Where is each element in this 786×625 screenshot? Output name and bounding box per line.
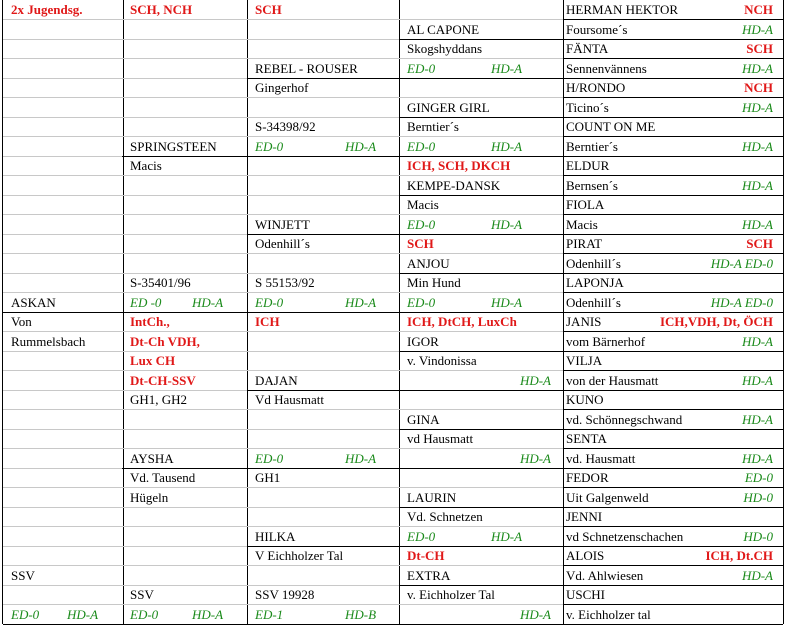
pedigree-cell xyxy=(122,137,247,157)
pedigree-cell xyxy=(563,156,783,176)
pedigree-cell xyxy=(563,98,783,118)
dog-entry-text: Vd Hausmatt xyxy=(255,392,324,407)
pedigree-cell xyxy=(563,176,783,196)
pedigree-cell xyxy=(122,566,247,586)
pedigree-cell xyxy=(563,546,783,566)
pedigree-cell xyxy=(399,449,563,469)
pedigree-cell xyxy=(3,527,123,547)
health-score: ED-0 xyxy=(407,138,436,154)
dog-entry-text: vd Hausmatt xyxy=(407,431,474,446)
pedigree-cell xyxy=(247,605,399,625)
health-score: HD-A xyxy=(67,606,99,622)
dog-entry-text: GH1 xyxy=(255,470,281,485)
dog-entry-text: COUNT ON ME xyxy=(566,119,656,134)
pedigree-cell xyxy=(247,20,399,40)
dog-entry-text: EXTRA xyxy=(407,567,451,583)
pedigree-cell xyxy=(122,605,247,625)
dog-entry-text: S 55153/92 xyxy=(255,275,315,290)
health-score: HD-A xyxy=(741,99,773,115)
title-award: NCH xyxy=(744,80,773,95)
pedigree-cell xyxy=(399,488,563,508)
pedigree-column-5 xyxy=(563,0,784,624)
health-score: HD-A ED-0 xyxy=(710,294,773,310)
pedigree-cell xyxy=(399,585,563,605)
pedigree-cell xyxy=(3,507,123,527)
health-score: HD-A xyxy=(345,294,377,310)
pedigree-cell xyxy=(122,507,247,527)
pedigree-cell xyxy=(122,371,247,391)
pedigree-cell xyxy=(122,39,247,59)
pedigree-cell xyxy=(3,176,123,196)
pedigree-cell xyxy=(563,566,783,586)
pedigree-cell xyxy=(3,156,123,176)
health-score: ED-0 xyxy=(407,528,436,544)
pedigree-cell xyxy=(399,293,563,313)
dog-entry-text: LAURIN xyxy=(407,489,457,505)
dog-entry-text: Bernsen´s xyxy=(566,177,618,193)
dog-entry-text: REBEL - ROUSER xyxy=(255,60,358,76)
dog-entry-text: von der Hausmatt xyxy=(566,372,659,388)
pedigree-cell xyxy=(563,195,783,215)
title-award: SCH, NCH xyxy=(130,2,193,17)
health-score: HD-A xyxy=(345,138,377,154)
dog-entry-text: LAPONJA xyxy=(566,275,624,290)
pedigree-cell xyxy=(399,137,563,157)
title-award: SCH xyxy=(746,41,773,56)
pedigree-cell xyxy=(3,605,123,625)
dog-entry-text: Sennenvännens xyxy=(566,60,647,76)
dog-entry-text: KEMPE-DANSK xyxy=(407,177,501,193)
pedigree-cell xyxy=(122,527,247,547)
pedigree-cell xyxy=(3,0,123,20)
pedigree-cell xyxy=(563,527,783,547)
health-score: HD-A xyxy=(741,450,773,466)
pedigree-column-2 xyxy=(122,0,248,624)
pedigree-cell xyxy=(563,78,783,98)
pedigree-cell xyxy=(563,254,783,274)
pedigree-cell xyxy=(399,507,563,527)
pedigree-cell xyxy=(399,273,563,293)
pedigree-cell xyxy=(563,273,783,293)
dog-entry-text: GH1, GH2 xyxy=(130,392,188,407)
health-score: HD-A xyxy=(519,606,551,622)
dog-entry-text: FÄNTA xyxy=(566,41,609,56)
dog-entry-text: GINA xyxy=(407,411,440,427)
pedigree-cell xyxy=(563,20,783,40)
dog-entry-text: ELDUR xyxy=(566,158,610,173)
pedigree-cell xyxy=(122,117,247,137)
pedigree-cell xyxy=(247,546,399,566)
pedigree-cell xyxy=(3,546,123,566)
title-award: Lux CH xyxy=(130,353,176,368)
pedigree-cell xyxy=(122,195,247,215)
pedigree-cell xyxy=(399,0,563,20)
pedigree-cell xyxy=(122,98,247,118)
title-award: Dt-CH xyxy=(407,548,445,563)
title-award: SCH xyxy=(255,2,282,17)
pedigree-cell xyxy=(122,312,247,332)
dog-entry-text: Berntier´s xyxy=(407,119,459,134)
pedigree-cell xyxy=(247,410,399,430)
title-award: ICH xyxy=(255,314,280,329)
pedigree-cell xyxy=(247,371,399,391)
pedigree-cell xyxy=(399,20,563,40)
health-score: ED-0 xyxy=(255,450,284,466)
pedigree-cell xyxy=(399,312,563,332)
health-score: HD-A xyxy=(741,138,773,154)
pedigree-cell xyxy=(247,585,399,605)
dog-entry-text: Rummelsbach xyxy=(11,333,86,349)
pedigree-cell xyxy=(122,468,247,488)
dog-entry-text: S-35401/96 xyxy=(130,275,191,290)
pedigree-cell xyxy=(3,59,123,79)
dog-entry-text: Uit Galgenweld xyxy=(566,489,649,505)
pedigree-cell xyxy=(122,488,247,508)
pedigree-cell xyxy=(563,0,783,20)
pedigree-cell xyxy=(399,117,563,137)
pedigree-cell xyxy=(3,449,123,469)
dog-entry-text: Vd. Tausend xyxy=(130,470,196,485)
title-award: ICH, SCH, DKCH xyxy=(407,158,511,173)
pedigree-cell xyxy=(563,585,783,605)
dog-entry-text: FIOLA xyxy=(566,197,605,212)
pedigree-cell xyxy=(3,390,123,410)
dog-entry-text: SSV xyxy=(130,587,154,602)
pedigree-cell xyxy=(3,429,123,449)
pedigree-cell xyxy=(563,449,783,469)
pedigree-cell xyxy=(399,605,563,625)
title-award: ICH,VDH, Dt, ÖCH xyxy=(659,314,773,329)
pedigree-cell xyxy=(399,254,563,274)
pedigree-column-3 xyxy=(247,0,400,624)
pedigree-cell xyxy=(247,312,399,332)
pedigree-cell xyxy=(247,215,399,235)
health-score: HD-A xyxy=(741,372,773,388)
dog-entry-text: Vd. Ahlwiesen xyxy=(566,567,644,583)
pedigree-cell xyxy=(563,468,783,488)
pedigree-cell xyxy=(563,410,783,430)
pedigree-cell xyxy=(399,156,563,176)
health-score: HD-A xyxy=(741,21,773,37)
pedigree-cell xyxy=(399,390,563,410)
health-score: HD-A xyxy=(192,606,224,622)
pedigree-cell xyxy=(122,176,247,196)
dog-entry-text: Odenhill´s xyxy=(566,255,621,271)
pedigree-cell xyxy=(399,332,563,352)
pedigree-cell xyxy=(563,312,783,332)
dog-entry-text: ALOIS xyxy=(566,548,605,563)
pedigree-cell xyxy=(122,293,247,313)
pedigree-cell xyxy=(122,78,247,98)
pedigree-cell xyxy=(122,351,247,371)
health-score: HD-A xyxy=(741,216,773,232)
dog-entry-text: Skogshyddans xyxy=(407,41,483,56)
health-score: HD-A xyxy=(491,216,523,232)
dog-entry-text: H/RONDO xyxy=(566,80,626,95)
pedigree-cell xyxy=(563,605,783,625)
pedigree-cell xyxy=(563,351,783,371)
pedigree-cell xyxy=(399,351,563,371)
pedigree-cell xyxy=(399,215,563,235)
health-score: HD-B xyxy=(345,606,377,622)
dog-entry-text: v. Vindonissa xyxy=(407,353,477,368)
dog-entry-text: vd Schnetzenschachen xyxy=(566,528,684,544)
dog-entry-text: SSV xyxy=(11,567,35,583)
dog-entry-text: KUNO xyxy=(566,392,604,407)
health-score: HD-A xyxy=(491,60,523,76)
health-score: ED -0 xyxy=(130,294,162,310)
pedigree-cell xyxy=(399,468,563,488)
pedigree-cell xyxy=(122,546,247,566)
pedigree-cell xyxy=(247,332,399,352)
pedigree-cell xyxy=(3,488,123,508)
health-score: HD-A xyxy=(519,450,551,466)
pedigree-cell xyxy=(399,59,563,79)
pedigree-cell xyxy=(122,215,247,235)
pedigree-cell xyxy=(247,156,399,176)
pedigree-cell xyxy=(247,117,399,137)
pedigree-cell xyxy=(3,332,123,352)
health-score: ED-0 xyxy=(255,138,284,154)
dog-entry-text: Macis xyxy=(566,216,598,232)
health-score: ED-0 xyxy=(407,60,436,76)
pedigree-cell xyxy=(122,449,247,469)
pedigree-cell xyxy=(122,429,247,449)
health-score: ED-1 xyxy=(255,606,284,622)
health-score: HD-0 xyxy=(743,489,773,505)
pedigree-cell xyxy=(3,137,123,157)
pedigree-cell xyxy=(122,390,247,410)
pedigree-column-4 xyxy=(399,0,564,624)
title-award: ICH, DtCH, LuxCh xyxy=(407,314,517,329)
pedigree-cell xyxy=(3,293,123,313)
title-award: SCH xyxy=(407,236,434,251)
pedigree-cell xyxy=(399,410,563,430)
dog-entry-text: SENTA xyxy=(566,431,607,446)
pedigree-cell xyxy=(122,585,247,605)
pedigree-cell xyxy=(247,351,399,371)
dog-entry-text: JENNI xyxy=(566,509,603,524)
pedigree-cell xyxy=(247,273,399,293)
pedigree-cell xyxy=(3,215,123,235)
title-award: ICH, Dt.CH xyxy=(705,548,773,563)
health-score: HD-0 xyxy=(743,528,773,544)
dog-entry-text: AL CAPONE xyxy=(407,21,480,37)
pedigree-cell xyxy=(3,195,123,215)
pedigree-cell xyxy=(247,137,399,157)
pedigree-cell xyxy=(3,371,123,391)
pedigree-cell xyxy=(247,449,399,469)
pedigree-table xyxy=(2,0,783,624)
health-score: ED-0 xyxy=(255,294,284,310)
pedigree-cell xyxy=(247,254,399,274)
pedigree-cell xyxy=(3,20,123,40)
pedigree-cell xyxy=(247,176,399,196)
pedigree-cell xyxy=(3,98,123,118)
pedigree-cell xyxy=(3,468,123,488)
dog-entry-text: AYSHA xyxy=(130,450,174,466)
pedigree-cell xyxy=(399,234,563,254)
pedigree-cell xyxy=(247,39,399,59)
pedigree-cell xyxy=(122,0,247,20)
health-score: HD-A xyxy=(345,450,377,466)
health-score: HD-A xyxy=(519,372,551,388)
dog-entry-text: HERMAN HEKTOR xyxy=(566,2,679,17)
pedigree-cell xyxy=(399,527,563,547)
pedigree-cell xyxy=(3,312,123,332)
health-score: ED-0 xyxy=(744,470,773,485)
pedigree-cell xyxy=(399,546,563,566)
health-score: HD-A xyxy=(741,177,773,193)
pedigree-cell xyxy=(122,332,247,352)
health-score: HD-A xyxy=(491,528,523,544)
dog-entry-text: Berntier´s xyxy=(566,138,618,154)
health-score: HD-A xyxy=(192,294,224,310)
health-score: HD-A xyxy=(491,138,523,154)
pedigree-cell xyxy=(122,273,247,293)
pedigree-cell xyxy=(122,59,247,79)
pedigree-cell xyxy=(3,117,123,137)
dog-entry-text: vd. Hausmatt xyxy=(566,450,636,466)
title-award: Dt-Ch VDH, xyxy=(130,333,200,349)
pedigree-cell xyxy=(122,20,247,40)
pedigree-cell xyxy=(247,488,399,508)
health-score: HD-A xyxy=(741,567,773,583)
pedigree-cell xyxy=(247,59,399,79)
dog-entry-text: USCHI xyxy=(566,587,606,602)
pedigree-cell xyxy=(399,176,563,196)
pedigree-cell xyxy=(247,234,399,254)
pedigree-cell xyxy=(247,78,399,98)
pedigree-cell xyxy=(3,254,123,274)
title-award: SCH xyxy=(746,236,773,251)
pedigree-cell xyxy=(3,273,123,293)
pedigree-cell xyxy=(399,98,563,118)
dog-entry-text: vd. Schönnegschwand xyxy=(566,411,683,427)
pedigree-cell xyxy=(3,585,123,605)
pedigree-cell xyxy=(563,332,783,352)
dog-entry-text: IGOR xyxy=(407,333,439,349)
pedigree-cell xyxy=(399,39,563,59)
health-score: ED-0 xyxy=(407,216,436,232)
pedigree-cell xyxy=(399,195,563,215)
pedigree-cell xyxy=(399,429,563,449)
dog-entry-text: SPRINGSTEEN xyxy=(130,138,217,154)
pedigree-cell xyxy=(122,254,247,274)
dog-entry-text: Vd. Schnetzen xyxy=(407,509,483,524)
health-score: HD-A xyxy=(741,411,773,427)
dog-entry-text: HILKA xyxy=(255,528,296,544)
dog-entry-text: Ticino´s xyxy=(566,99,609,115)
pedigree-cell xyxy=(563,117,783,137)
dog-entry-text: VILJA xyxy=(566,353,603,368)
pedigree-cell xyxy=(563,215,783,235)
health-score: HD-A ED-0 xyxy=(710,255,773,271)
pedigree-cell xyxy=(3,351,123,371)
health-score: ED-0 xyxy=(130,606,159,622)
pedigree-cell xyxy=(563,429,783,449)
pedigree-cell xyxy=(247,98,399,118)
dog-entry-text: PIRAT xyxy=(566,236,603,251)
dog-entry-text: vom Bärnerhof xyxy=(566,333,646,349)
pedigree-cell xyxy=(247,293,399,313)
pedigree-cell xyxy=(247,566,399,586)
pedigree-cell xyxy=(3,566,123,586)
pedigree-cell xyxy=(122,234,247,254)
dog-entry-text: Odenhill´s xyxy=(255,236,310,251)
dog-entry-text: Foursome´s xyxy=(566,21,628,37)
health-score: HD-A xyxy=(491,294,523,310)
dog-entry-text: ANJOU xyxy=(407,255,450,271)
pedigree-cell xyxy=(247,195,399,215)
pedigree-cell xyxy=(399,78,563,98)
pedigree-cell xyxy=(563,59,783,79)
dog-entry-text: JANIS xyxy=(566,314,602,329)
pedigree-cell xyxy=(122,410,247,430)
dog-entry-text: ASKAN xyxy=(11,294,56,310)
title-award: 2x Jugendsg. xyxy=(11,2,83,17)
pedigree-cell xyxy=(247,390,399,410)
pedigree-cell xyxy=(563,507,783,527)
pedigree-cell xyxy=(563,488,783,508)
pedigree-cell xyxy=(247,527,399,547)
dog-entry-text: Macis xyxy=(130,158,162,173)
dog-entry-text: Min Hund xyxy=(407,275,461,290)
pedigree-cell xyxy=(247,507,399,527)
health-score: HD-A xyxy=(741,333,773,349)
dog-entry-text: V Eichholzer Tal xyxy=(255,548,344,563)
health-score: ED-0 xyxy=(407,294,436,310)
pedigree-cell xyxy=(563,39,783,59)
dog-entry-text: Von xyxy=(11,314,32,329)
pedigree-cell xyxy=(563,293,783,313)
dog-entry-text: GINGER GIRL xyxy=(407,99,490,115)
pedigree-cell xyxy=(563,371,783,391)
dog-entry-text: v. Eichholzer tal xyxy=(566,606,651,622)
pedigree-cell xyxy=(247,429,399,449)
dog-entry-text: Hügeln xyxy=(130,489,169,505)
pedigree-cell xyxy=(563,390,783,410)
pedigree-cell xyxy=(399,371,563,391)
health-score: HD-A xyxy=(741,60,773,76)
pedigree-cell xyxy=(3,410,123,430)
dog-entry-text: S-34398/92 xyxy=(255,119,316,134)
dog-entry-text: SSV 19928 xyxy=(255,587,315,602)
pedigree-column-1 xyxy=(2,0,124,624)
health-score: ED-0 xyxy=(11,606,40,622)
title-award: NCH xyxy=(744,2,773,17)
dog-entry-text: Macis xyxy=(407,197,439,212)
dog-entry-text: Odenhill´s xyxy=(566,294,621,310)
pedigree-cell xyxy=(563,234,783,254)
title-award: Dt-CH-SSV xyxy=(130,372,196,388)
title-award: IntCh., xyxy=(130,314,170,329)
dog-entry-text: FEDOR xyxy=(566,470,609,485)
pedigree-cell xyxy=(563,137,783,157)
pedigree-cell xyxy=(247,0,399,20)
pedigree-cell xyxy=(247,468,399,488)
pedigree-cell xyxy=(399,566,563,586)
pedigree-cell xyxy=(3,39,123,59)
dog-entry-text: DAJAN xyxy=(255,372,298,388)
pedigree-cell xyxy=(122,156,247,176)
dog-entry-text: WINJETT xyxy=(255,216,310,232)
dog-entry-text: Gingerhof xyxy=(255,80,309,95)
pedigree-cell xyxy=(3,78,123,98)
dog-entry-text: v. Eichholzer Tal xyxy=(407,587,495,602)
pedigree-cell xyxy=(3,234,123,254)
